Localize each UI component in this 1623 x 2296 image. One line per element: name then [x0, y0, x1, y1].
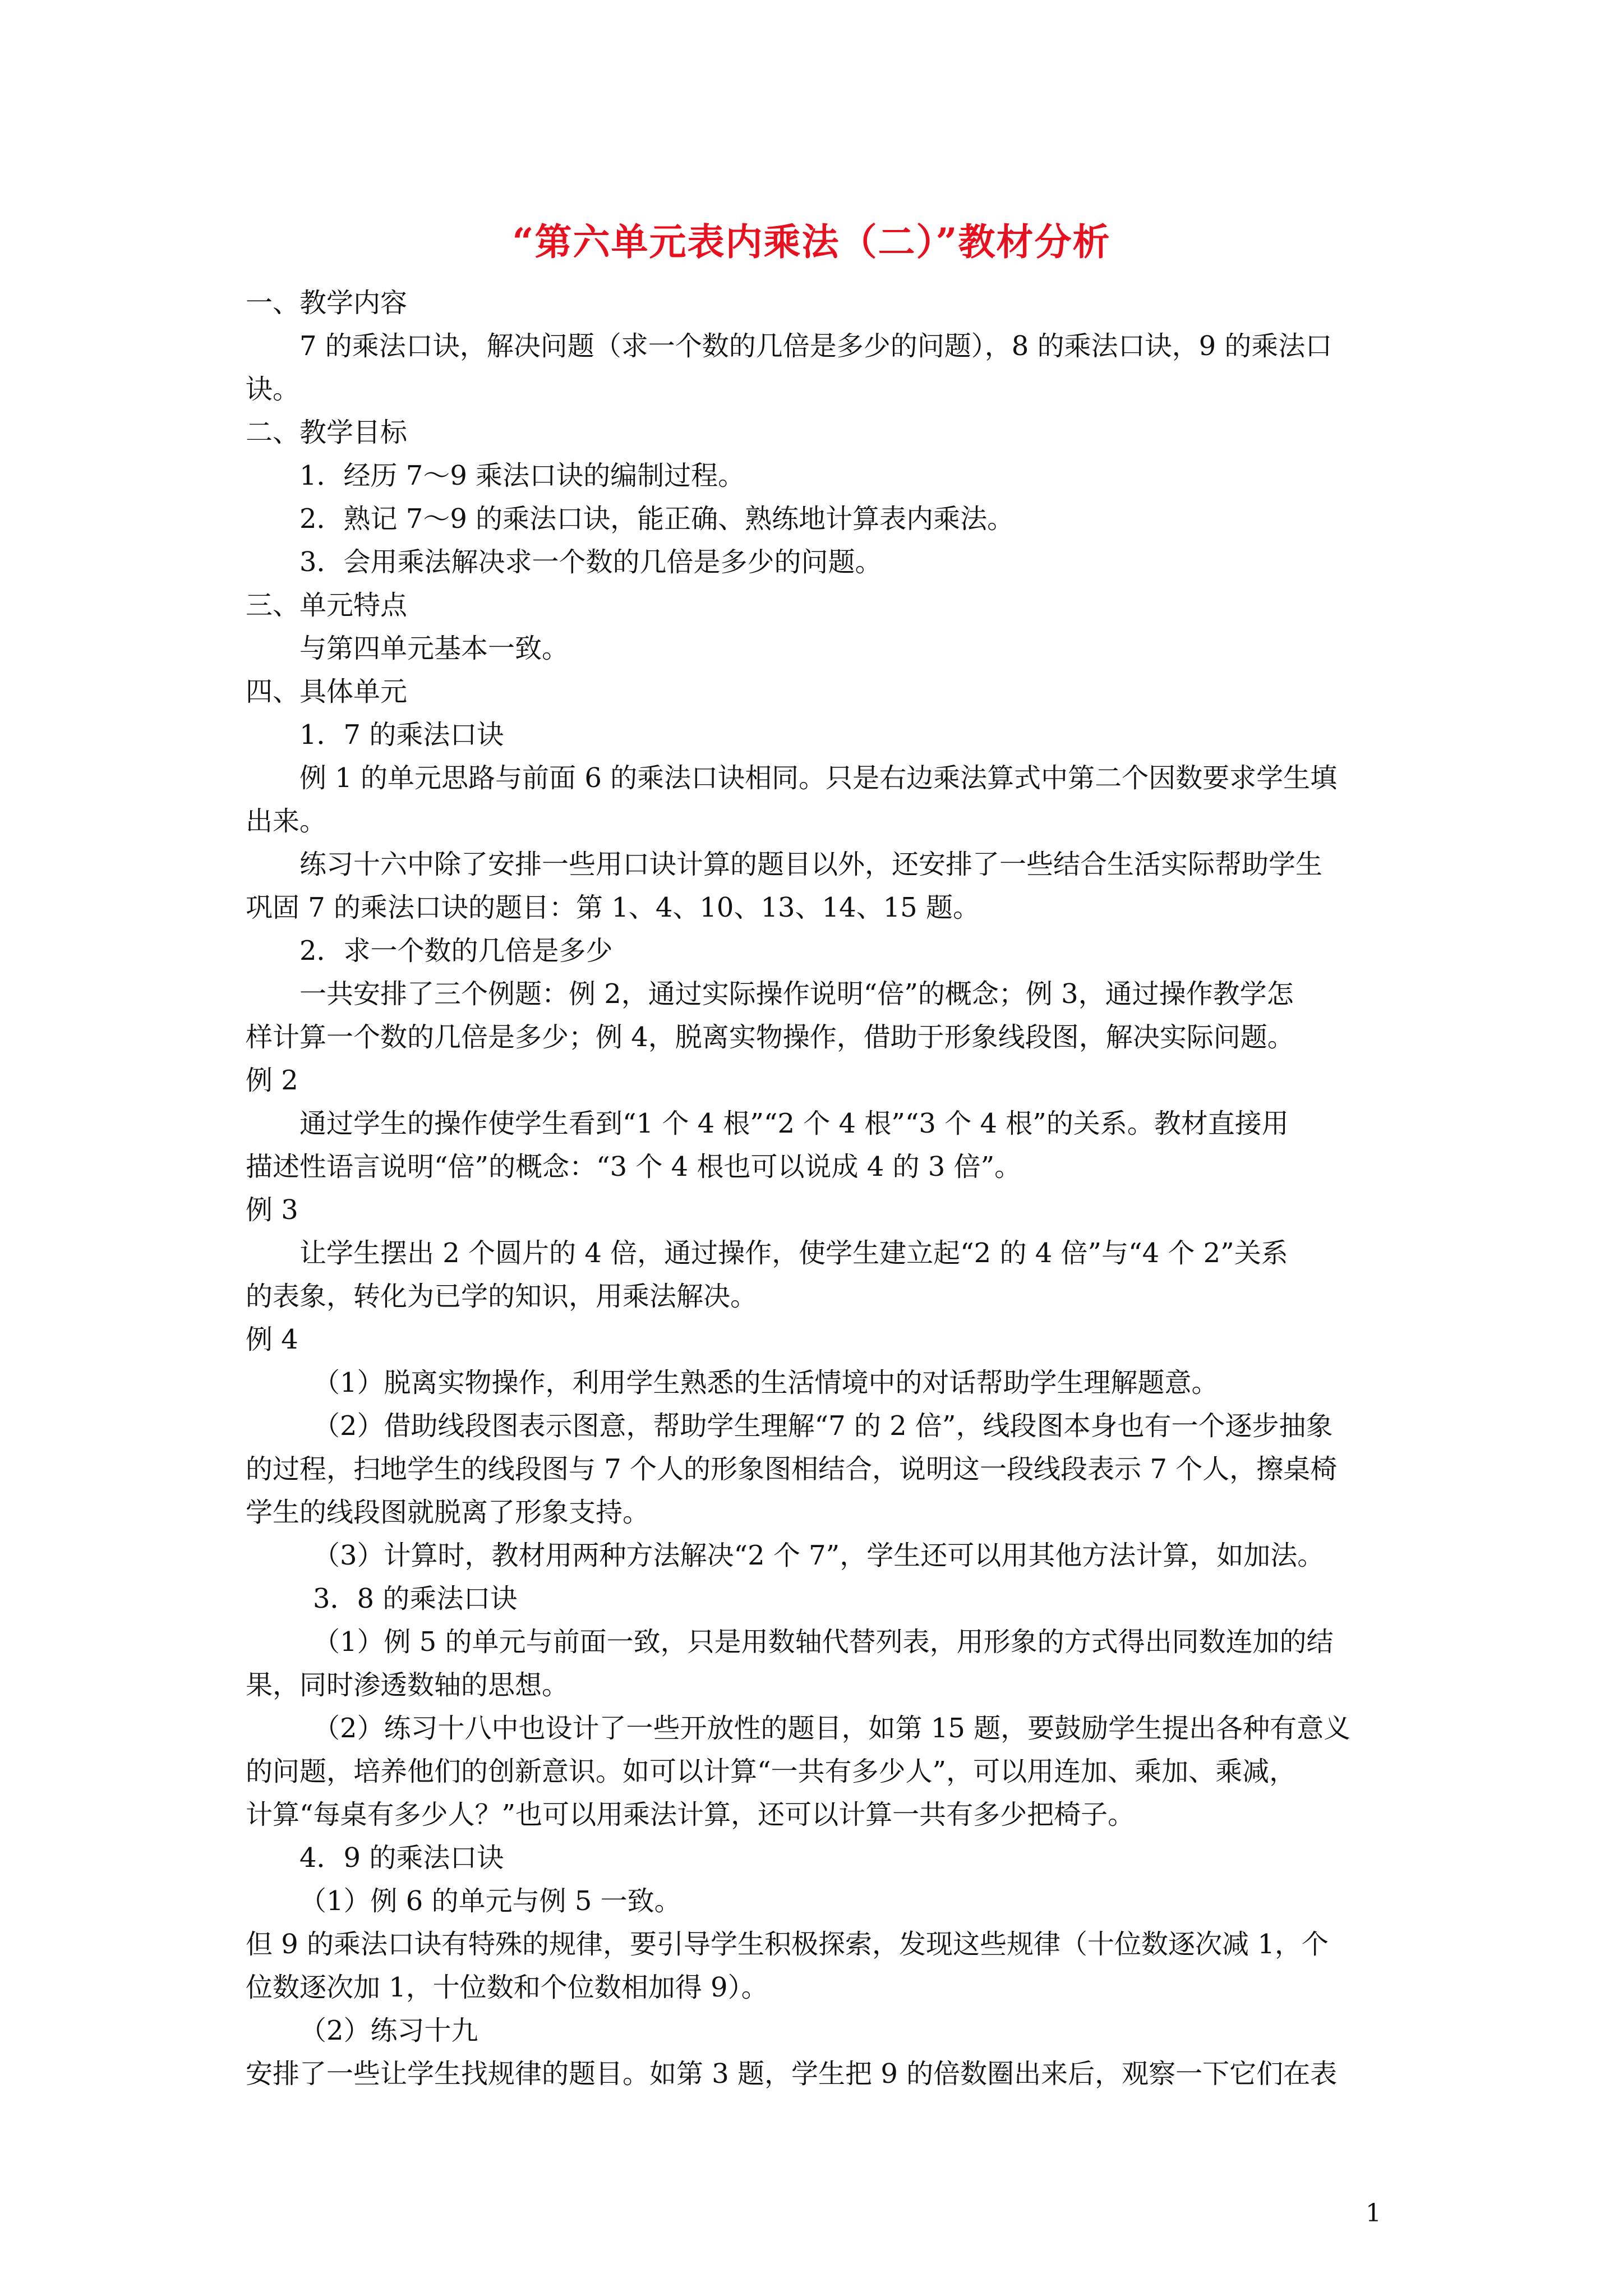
document-title: “第六单元表内乘法（二）”教材分析: [512, 220, 1111, 264]
paragraph-line: 果，同时渗透数轴的思想。: [246, 1669, 569, 1701]
section-heading-goals: 二、教学目标: [246, 417, 408, 448]
paragraph-line: 的问题，培养他们的创新意识。如可以计算“一共有多少人”，可以用连加、乘加、乘减，: [246, 1756, 1297, 1787]
paragraph-line: （1）例 5 的单元与前面一致，只是用数轴代替列表，用形象的方式得出同数连加的结: [313, 1626, 1334, 1658]
paragraph-line: 练习十六中除了安排一些用口诀计算的题目以外，还安排了一些结合生活实际帮助学生: [299, 849, 1323, 880]
example-label: 例 3: [246, 1194, 298, 1226]
paragraph-line: 与第四单元基本一致。: [299, 633, 569, 664]
paragraph-line: 的表象，转化为已学的知识，用乘法解决。: [246, 1281, 758, 1312]
goal-item: 2．熟记 7～9 的乘法口诀，能正确、熟练地计算表内乘法。: [299, 503, 1015, 535]
paragraph-line: 但 9 的乘法口诀有特殊的规律，要引导学生积极探索，发现这些规律（十位数逐次减 1，个: [246, 1929, 1329, 1960]
paragraph-line: 通过学生的操作使学生看到“1 个 4 根”“2 个 4 根”“3 个 4 根”的关系。教材直接用: [299, 1108, 1289, 1139]
paragraph-line: （3）计算时，教材用两种方法解决“2 个 7”，学生还可以用其他方法计算，如加法。: [313, 1540, 1325, 1571]
subsection-heading: 1．7 的乘法口诀: [299, 719, 504, 751]
paragraph-line: 一共安排了三个例题：例 2，通过实际操作说明“倍”的概念；例 3，通过操作教学怎: [299, 978, 1294, 1010]
paragraph-line: 巩固 7 的乘法口诀的题目：第 1、4、10、13、14、15 题。: [246, 892, 980, 923]
paragraph-line: 安排了一些让学生找规律的题目。如第 3 题，学生把 9 的倍数圈出来后，观察一下它们在表: [246, 2058, 1338, 2090]
paragraph-line: 出来。: [246, 806, 327, 837]
paragraph-line: 位数逐次加 1，十位数和个位数相加得 9）。: [246, 1972, 768, 2003]
subsection-heading: 4．9 的乘法口诀: [299, 1842, 504, 1874]
example-label: 例 4: [246, 1324, 298, 1355]
section-heading-content: 一、教学内容: [246, 287, 408, 319]
paragraph-line: （2）借助线段图表示图意，帮助学生理解“7 的 2 倍”，线段图本身也有一个逐步抽象: [313, 1410, 1333, 1442]
paragraph-line: 诀。: [246, 374, 300, 405]
paragraph-line: （1）例 6 的单元与例 5 一致。: [299, 1885, 681, 1917]
paragraph-line: （1）脱离实物操作，利用学生熟悉的生活情境中的对话帮助学生理解题意。: [313, 1367, 1219, 1398]
paragraph-line: 样计算一个数的几倍是多少；例 4，脱离实物操作，借助于形象线段图，解决实际问题。: [246, 1022, 1294, 1053]
example-label: 例 2: [246, 1065, 298, 1096]
page-number: 1: [1366, 2199, 1381, 2228]
section-heading-units: 四、具体单元: [246, 676, 408, 707]
paragraph-line: 例 1 的单元思路与前面 6 的乘法口诀相同。只是右边乘法算式中第二个因数要求学生填: [299, 762, 1338, 794]
goal-item: 3．会用乘法解决求一个数的几倍是多少的问题。: [299, 546, 882, 578]
paragraph-line: 描述性语言说明“倍”的概念：“3 个 4 根也可以说成 4 的 3 倍”。: [246, 1151, 1022, 1182]
paragraph-line: （2）练习十八中也设计了一些开放性的题目，如第 15 题，要鼓励学生提出各种有意义: [313, 1713, 1351, 1744]
paragraph-line: 学生的线段图就脱离了形象支持。: [246, 1497, 650, 1528]
paragraph-line: 7 的乘法口诀，解决问题（求一个数的几倍是多少的问题），8 的乘法口诀，9 的乘法口: [299, 330, 1332, 362]
paragraph-line: 让学生摆出 2 个圆片的 4 倍，通过操作，使学生建立起“2 的 4 倍”与“4 个 2”关系: [299, 1237, 1288, 1269]
goal-item: 1．经历 7～9 乘法口诀的编制过程。: [299, 460, 745, 491]
subsection-heading: 3．8 的乘法口诀: [313, 1583, 518, 1614]
section-heading-features: 三、单元特点: [246, 590, 408, 621]
paragraph-line: （2）练习十九: [299, 2015, 478, 2046]
paragraph-line: 的过程，扫地学生的线段图与 7 个人的形象图相结合，说明这一段线段表示 7 个人，擦桌椅: [246, 1453, 1338, 1485]
paragraph-line: 计算“每桌有多少人？”也可以用乘法计算，还可以计算一共有多少把椅子。: [246, 1799, 1135, 1830]
subsection-heading: 2．求一个数的几倍是多少: [299, 935, 613, 967]
